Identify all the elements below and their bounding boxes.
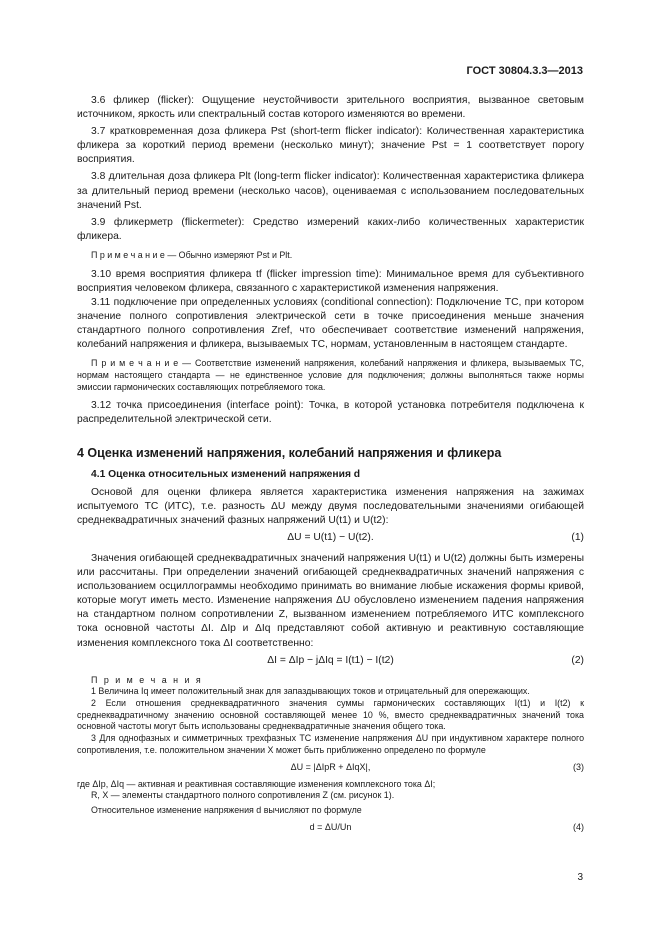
section-4-title: 4 Оценка изменений напряжения, колебаний напряжения и фликера [77,445,502,460]
equation-2-formula: ΔI = ΔIp − jΔIq = I(t1) − I(t2) [267,654,394,666]
where-clause-2: R, X — элементы стандартного полного сопротивления Z (см. рисунок 1). [91,790,395,801]
equation-3 [77,760,584,776]
equation-3-formula: ΔU = |ΔIpR + ΔIqX|, [290,761,371,772]
note-3: 3 Для однофазных и симметричных трехфазных ТС изменение напряжения ΔU при индуктивном характере полного сопротивления, т.е. положительном значении X может быть приближенно определено по формуле [77,733,584,755]
subsection-4-1-title: 4.1 Оценка относительных изменений напряжения d [91,468,361,480]
standard-header: ГОСТ 30804.3.3—2013 [466,65,583,77]
note-3-11: П р и м е ч а н и е — Соответствие изменений напряжения, колебаний напряжения и фликера, вызываемых ТС, нормам настоящего стандарта — не единственное условие для подключения; должны выполняться также нормы эмиссии гармонических составляющих потребляемого тока. [77,358,584,392]
equation-4-number: (4) [573,821,584,832]
paragraph-voltage-change: Основой для оценки фликера является характеристика изменения напряжения на зажимах испытуемого ТС (ИТС), т.е. разность ΔU между двумя последовательными значениями огибающей среднеквадратичных значений фазных напряжений U(t1) и U(t2): [77,486,584,526]
term-3-7: 3.7 кратковременная доза фликера Pst (short-term flicker indicator): Количественная характеристика фликера за короткий период времени (несколько минут); значение Pst = 1 соответствует порогу восприятия. [77,126,584,166]
term-3-12: 3.12 точка присоединения (interface point): Точка, в которой установка потребителя подключена к распределительной электрической сети. [77,400,584,426]
equation-2-number: (2) [571,654,584,666]
equation-3-number: (3) [573,761,584,772]
term-3-6: 3.6 фликер (flicker): Ощущение неустойчивости зрительного восприятия, вызванное световым источником, яркость или спектральный состав которого изменяются во времени. [77,95,584,121]
page-number: 3 [577,872,583,883]
term-3-9: 3.9 фликерметр (flickermeter): Средство измерений каких-либо количественных характеристик фликера. [77,216,584,242]
equation-4-formula: d = ΔU/Un [309,821,352,832]
note-2: 2 Если отношения среднеквадратичного значения суммы гармонических составляющих I(t1) и I(t2) к среднеквадратичному значению основной составляющей менее 10 %, вместо среднеквадратичных значений тока основной частоты могут быть использованы среднеквадратичные значения общего тока. [77,698,584,732]
equation-1-number: (1) [571,531,584,543]
note-3-9: П р и м е ч а н и е — Обычно измеряют Pst и Plt. [91,249,293,260]
equation-1-formula: ΔU = U(t1) − U(t2). [287,531,374,543]
notes-heading: П р и м е ч а н и я [91,674,203,685]
equation-1 [77,531,584,549]
page-content [77,94,584,839]
paragraph-rms-envelope: Значения огибающей среднеквадратичных значений напряжения U(t1) и U(t2) должны быть измерены или рассчитаны. При определении значений огибающей среднеквадратичных значений напряжения с использованием осциллограммы необходимо принимать во внимание любые искажения формы кривой, которые могут иметь место. Изменение напряжения ΔU обусловлено изменением падения напряжения на стандартном полном сопротивлении Z, вызванном изменением потребляемого ИТС комплексного тока основной частоты ΔI. ΔIp и ΔIq представляют собой активную и реактивную составляющие изменения комплексного тока ΔI соответственно: [77,552,584,649]
term-3-8: 3.8 длительная доза фликера Plt (long-term flicker indicator): Количественная характеристика фликера за длительный период времени (несколько часов), оцениваемая с использованием последовательных значений Pst. [77,171,584,211]
note-1: 1 Величина Iq имеет положительный знак для запаздывающих токов и отрицательный для опережающих. [91,686,530,697]
term-3-10: 3.10 время восприятия фликера tf (flicker impression time): Минимальное время для субъективного восприятия человеком фликера, связанного с характеристикой изменения напряжения. [77,268,584,294]
where-clause-1: где ΔIp, ΔIq — активная и реактивная составляющие изменения комплексного тока ΔI; [77,778,436,789]
equation-4 [77,820,584,836]
paragraph-relative-change: Относительное изменение напряжения d вычисляют по формуле [91,804,362,815]
equation-2 [77,654,584,672]
term-3-11: 3.11 подключение при определенных условиях (conditional connection): Подключение ТС, при котором значение полного сопротивления электрической сети в точке присоединения меньше значения стандартного полного сопротивления Zref, что обеспечивает соответствие изменений напряжения, колебаний напряжения и фликера, вызываемых ТС, нормам, установленным в настоящем стандарте. [77,296,584,351]
